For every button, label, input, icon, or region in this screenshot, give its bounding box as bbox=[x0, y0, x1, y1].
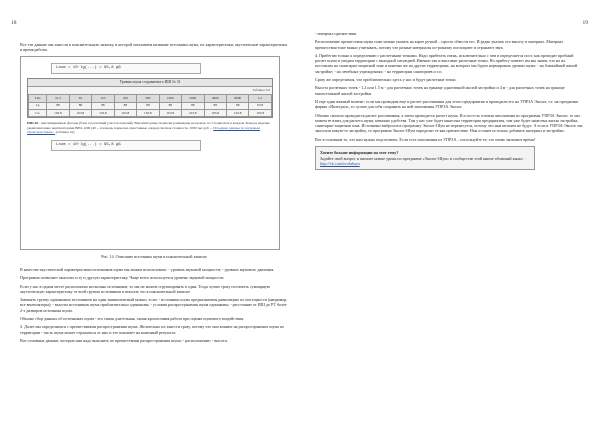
noise-table bbox=[27, 78, 273, 119]
table-cell: 103.8 bbox=[69, 109, 91, 116]
table-cell: 88 bbox=[204, 102, 226, 109]
right-paragraph: 4. Прибегаю только к определению с расчетными точками. Надо прибегать очень, исключительно с чем в определяется пост, как проводит пробный расчет шума и уводим территории с выходной ситуацией. Именно так и выставит расчетные точки. Но прибегу повезет им мы знаем, что на их поставлен на санитарно-защитной зоне и конечно же на других территориях, на которых мы будем нормировать уровни шума: - на ближайшей жилой застройке; - на лечебных учреждениях; - на территории санаториев и т.п. bbox=[315, 52, 578, 74]
figure-note-head: ИШ-03 bbox=[27, 121, 39, 126]
right-paragraph: Вот в основном то, что нам нужно подготовить. Если есть заполнения из УПРЗА – используйте ее, это очень экономит время! bbox=[315, 136, 535, 142]
table-header-cell: 500 bbox=[137, 95, 159, 102]
right-paragraph: Обычно сначала проводится расчет рассеивания, а затем проводится расчет шума. И если есть готовая заполнения из программы УПРЗА Эколог, то мы можем ее взять для расчета шума, неважно удобства. Там у нас уже будет нанесена территория предприятия, там уже будет нанесена жилая застройка, санитарно-защитная зона. Источники выбросов в программу Эколог-Шум не перенесутся, потому что нам незачем не будут. А если в УПРЗА-Эколог мы заносили какую-то застройку, то программа Эколог-Шум определит ее как препятствие. Нам останется только добавить материал и застройки. bbox=[315, 112, 583, 134]
table-cell: 103.8 bbox=[137, 109, 159, 116]
formula-top: Lэкв = 10·lg(...) = 95,8 дБ bbox=[51, 63, 201, 74]
formula-bottom: Lэкв = 10·lg(...) = 95,8 дБ bbox=[51, 140, 201, 151]
table-header-cell: Тип bbox=[29, 95, 47, 102]
table-cell: 103.8 bbox=[182, 109, 204, 116]
left-paragraph: Если у нас в одном месте расположено несколько источников, то мы их можем сгруппировать в один. Тогда лучше сразу посчитать суммарную акустическую характеристику от всей группы источников и вписать это в пояснительной записке. bbox=[20, 283, 271, 294]
right-paragraph: Сразу же определимся, что приблизительно здесь у нас и будут расчетные точки. bbox=[315, 76, 457, 82]
table-row bbox=[29, 109, 272, 116]
left-paragraph: Заменять группу одинаковых источников на один эквивалентный можно, если: - источники шума предназначены равномерно по могущности (например, все вентиляторы); - высоты источников шума приблизительно одинаковы; - условия распространения шума одинаковы; - расстояние от ИШ до РТ более 2-х размеров источника шума. bbox=[20, 297, 288, 313]
table-header-cell: La bbox=[249, 95, 272, 102]
right-paragraph: И еще один важный момент: если мы проводим еще и расчет рассеивания для этого предприятия и проводили его на УПРЗА Эколог, т.е. на программе фирмы «Интеграл», то лучше для себя сохранить на ней заполнения УПРЗА Эколог. bbox=[315, 98, 579, 110]
right-paragraph: Расположение препятствия шума тоже можно указать на карте ручкой – просто обвести его. И редко указать его высоту и материал. Материал препятствия тоже важно учитывать, потому что разные материалы по-разному поглощают и отражают звук. bbox=[315, 39, 564, 50]
left-paragraph: 3. Далее мы определяемся с препятствиями распространения шума. Желательно их занести сразу, потому что они влияют на распространение шума по территории - часть шума может отражаться от них и это повлияет на конечный результат. bbox=[20, 324, 285, 335]
table-cell: Lp bbox=[29, 102, 47, 109]
noise-table-header bbox=[29, 95, 272, 102]
left-paragraph: В качестве акустической характеристики источников шума мы можем использовать: - уровень звуковой мощности; - уровень звукового давления. bbox=[20, 266, 275, 272]
right-paragraph: Высота расчетных точек - 1.2 или 1.5 м - для расчетных точек на границе однотипной жилой застройки и 4 м - для расчетных точек на границе многоэтажной жилой застройки. bbox=[315, 85, 565, 96]
noise-table-grid bbox=[28, 94, 272, 117]
table-header-cell: 250 bbox=[114, 95, 136, 102]
table-cell: 103.8 bbox=[159, 109, 181, 116]
table-cell: 88 bbox=[69, 102, 91, 109]
left-paragraph: Обычно сбор данных об источниках шума - это самая длительная, самая кропотливая работа при оценке шумового воздействия. bbox=[20, 315, 245, 321]
table-cell: 88 bbox=[182, 102, 204, 109]
table-header-cell: 4000 bbox=[204, 95, 226, 102]
left-intro: Все эти данные мы занесли в пояснительную записку, в которой описываем название источника шума, их характеристики, акустические характеристики и время работы. bbox=[20, 42, 287, 53]
left-paragraph: Вот основные данные, которые нам надо выяснить по препятствиям распространения шума: - расположение; - высота; bbox=[20, 337, 228, 343]
table-cell: 103.8 bbox=[114, 109, 136, 116]
figure-note-link[interactable]: Исходные данные по шумовым характеристикам... bbox=[27, 125, 260, 134]
table-header-cell: 125 bbox=[92, 95, 114, 102]
noise-table-ref: Таблица 3.0 bbox=[252, 88, 270, 92]
left-column bbox=[20, 42, 288, 346]
callout-link[interactable]: http://vk.com/ecolubaya bbox=[320, 161, 360, 167]
table-cell: 103.8 bbox=[226, 109, 248, 116]
table-header-cell: 63 bbox=[69, 95, 91, 102]
right-paragraph: - материал препятствия. bbox=[315, 31, 358, 36]
table-cell: 88 bbox=[226, 102, 248, 109]
table-row bbox=[29, 102, 272, 109]
noise-table-title: Уровни шума создаваемого ИШ № 31 bbox=[28, 79, 272, 87]
table-cell: 88 bbox=[92, 102, 114, 109]
figure-noise-source bbox=[20, 56, 280, 250]
page-number-left: 18 bbox=[11, 20, 17, 26]
page-number-right: 19 bbox=[582, 20, 588, 26]
table-header-cell: 2000 bbox=[182, 95, 204, 102]
table-header-cell: 8000 bbox=[226, 95, 248, 102]
figure-caption: Рис. 14. Описание источника шума в пояснительной записке bbox=[101, 253, 207, 259]
table-cell: 95.8 bbox=[249, 102, 272, 109]
table-cell: 103.8 bbox=[204, 109, 226, 116]
table-cell: 88 bbox=[114, 102, 136, 109]
right-column bbox=[315, 31, 583, 170]
table-header-cell: 31,5 bbox=[47, 95, 69, 102]
table-cell: 88 bbox=[137, 102, 159, 109]
figure-note bbox=[27, 121, 273, 134]
table-header-cell: 1000 bbox=[159, 95, 181, 102]
table-cell: Lw bbox=[29, 109, 47, 116]
table-cell: 88 bbox=[159, 102, 181, 109]
right-page bbox=[300, 0, 600, 425]
figure-note-tail: (таблица 10) bbox=[55, 129, 75, 134]
callout-title: Хотите больше информации на этот тему? bbox=[320, 149, 399, 155]
table-cell: 88 bbox=[47, 102, 69, 109]
table-cell: 103.8 bbox=[47, 109, 69, 116]
table-cell: 103.8 bbox=[92, 109, 114, 116]
left-paragraph: Программа позволяет заносить и ту и другую характеристику. Чаще всего используется уровень звуковой мощности. bbox=[20, 275, 225, 281]
info-callout bbox=[315, 146, 535, 171]
figure-note-text: - вентиляционные фасады (блок 2 расчетный участок изделий). Вентиляторные подвески размещены на кровле, по 5 подвесках в каждом. Каждое изделие укомплектовано вентиляторами ВРО-1200 (40 ... площадь подвески, приставные опоры) сметная стоимость: 1000 тыс.руб ... bbox=[27, 121, 270, 130]
table-cell: 103.8 bbox=[249, 109, 272, 116]
callout-text: Задайте свой вопрос и пишите новые уроки по программе «Эколог-Шум» в сообществе этой книги-облачный канал: bbox=[320, 155, 524, 161]
